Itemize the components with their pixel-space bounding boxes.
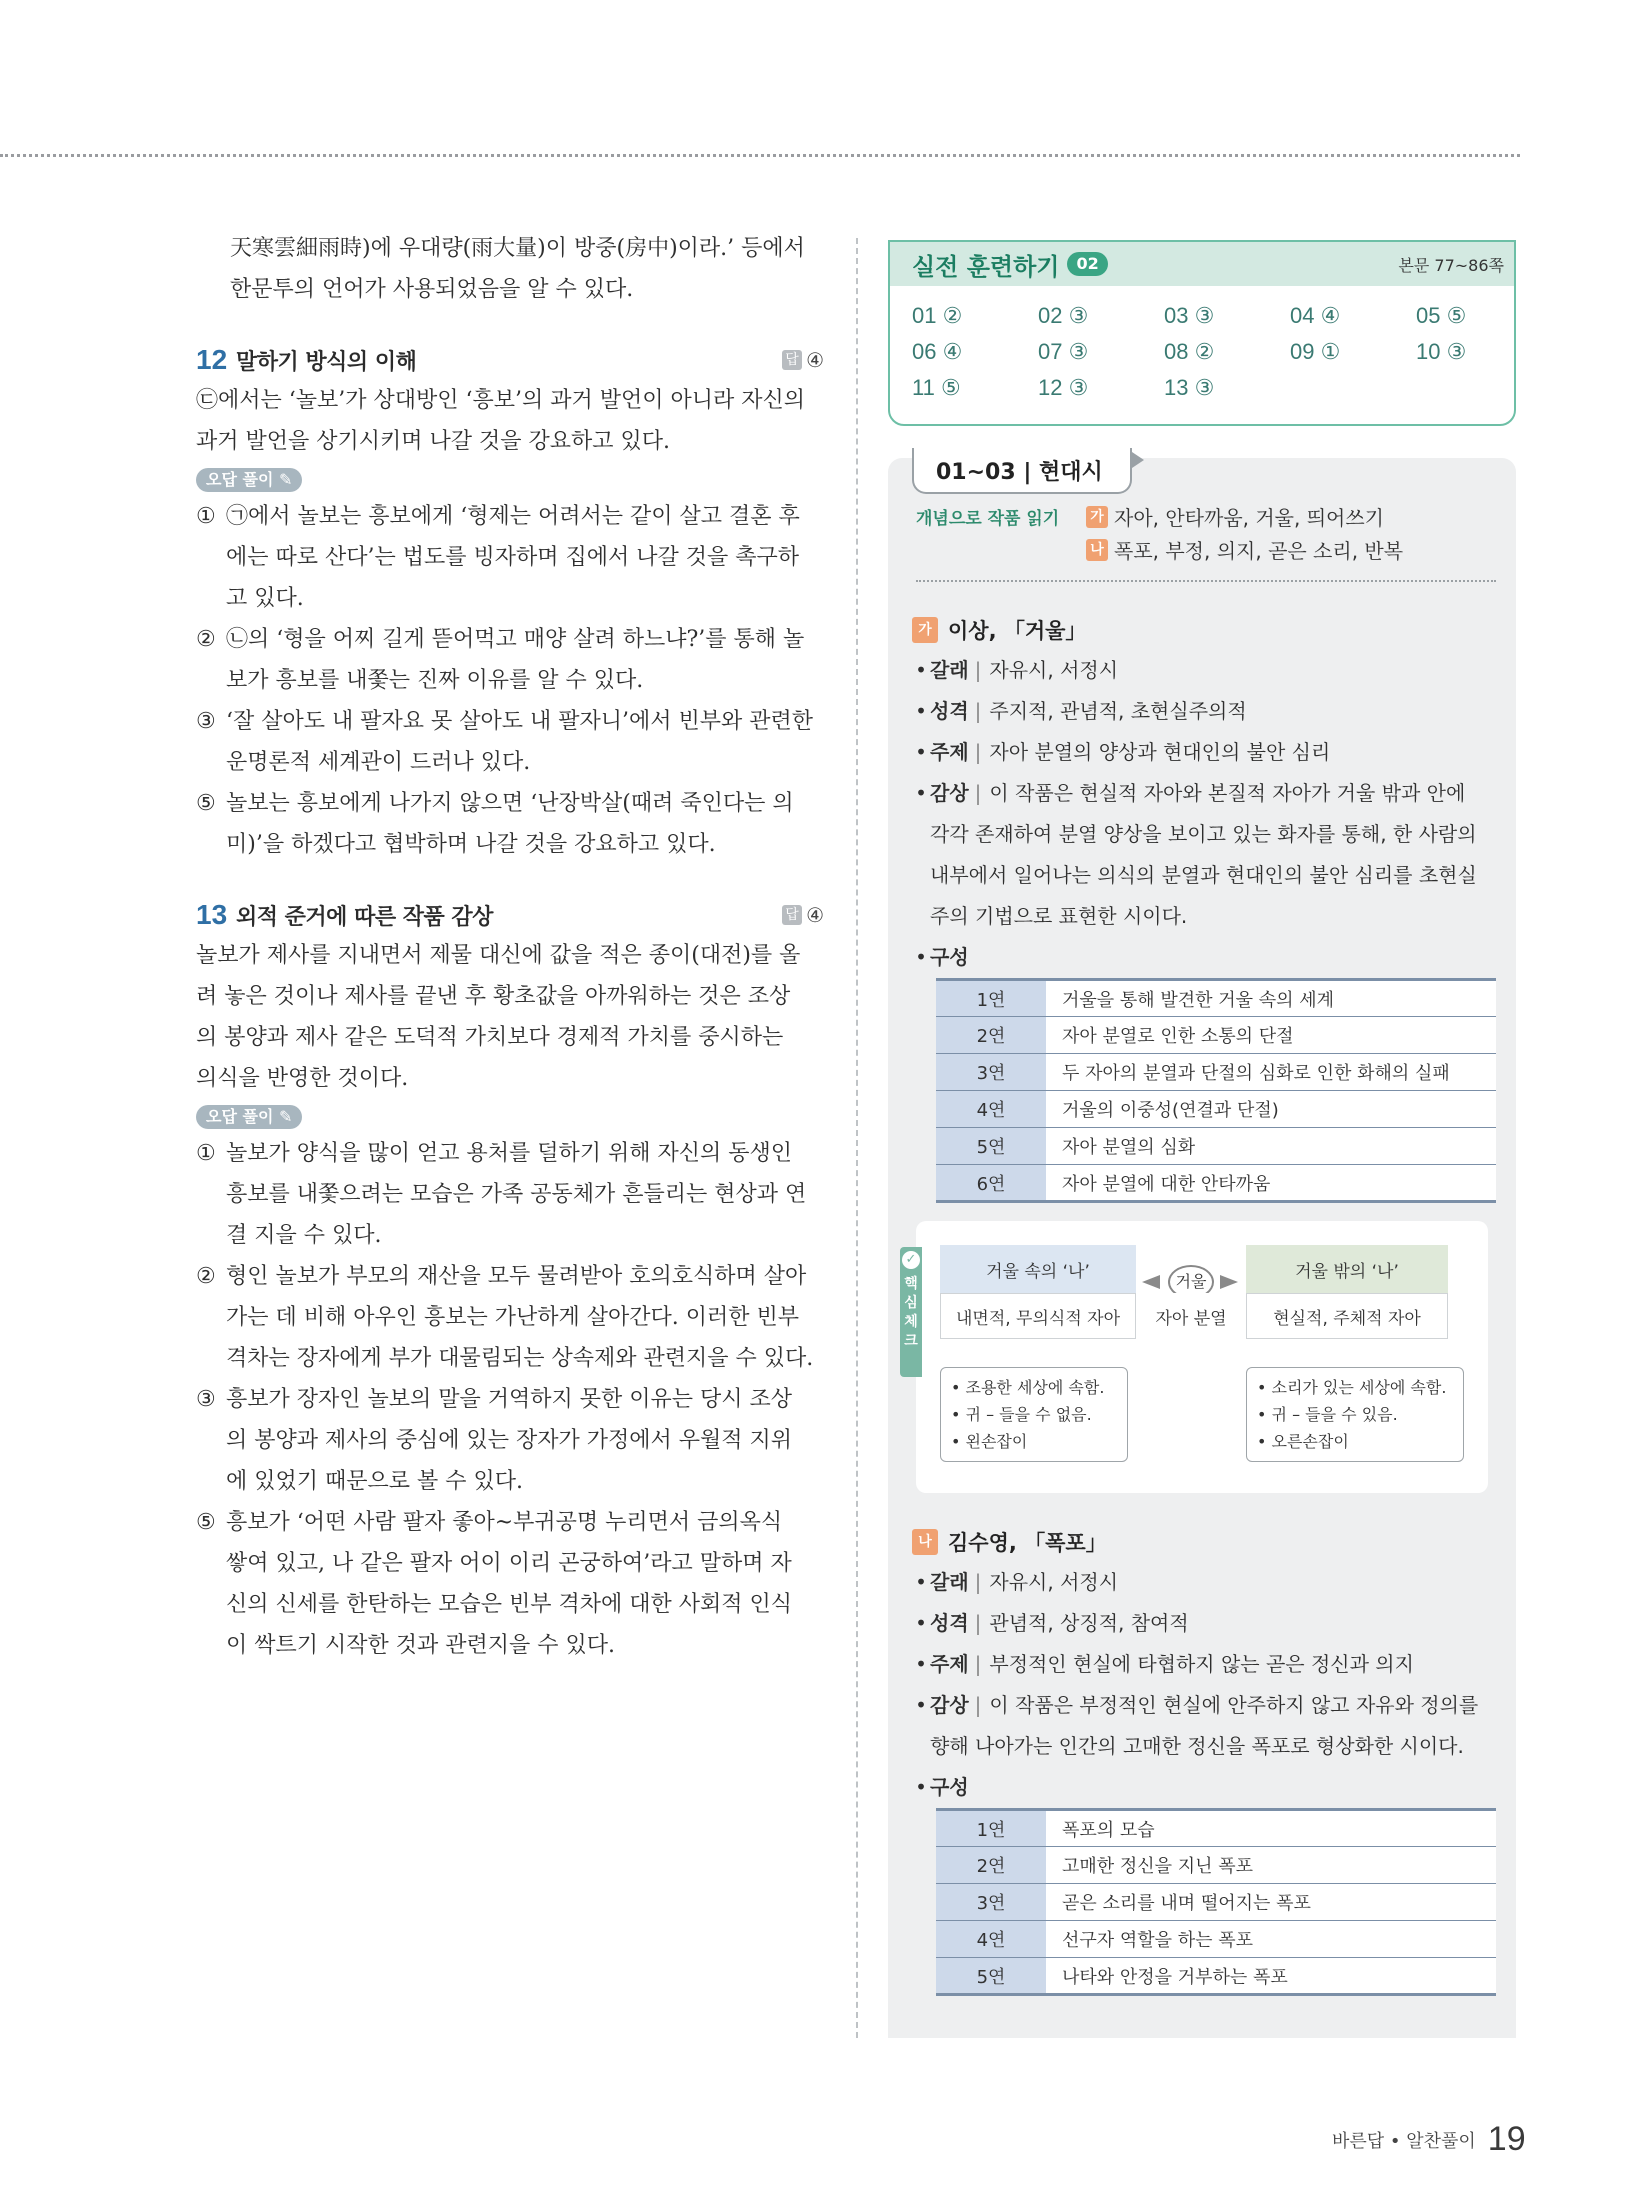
- work-title-text: 김수영, 「폭포」: [948, 1531, 1107, 1555]
- arrow-left-icon: [1142, 1275, 1160, 1289]
- question-number: 12: [196, 344, 228, 375]
- section-tab: [912, 448, 1132, 494]
- option-line: 흥보를 내쫓으려는 모습은 가족 공동체가 흔들리는 현상과 연: [226, 1182, 807, 1207]
- appreciation-line: 향해 나아가는 인간의 고매한 정신을 폭포로 형상화한 시이다.: [930, 1734, 1464, 1758]
- table-row: [936, 1958, 1496, 1995]
- stanza-content: 폭포의 모습: [1046, 1810, 1496, 1847]
- stanza-number: 1연: [936, 980, 1046, 1017]
- arrow-right-icon: [1220, 1275, 1238, 1289]
- answer-icon: 답: [782, 350, 802, 370]
- theme-row: • 주제 | 부정적인 현실에 타협하지 않는 곧은 정신과 의지: [912, 1644, 1502, 1685]
- genre-value: 자유시, 서정시: [989, 658, 1119, 682]
- question-13-header: [196, 895, 824, 935]
- wrong-answer-label: 오답 풀이: [206, 470, 274, 489]
- theme-value: 부정적인 현실에 타협하지 않는 곧은 정신과 의지: [989, 1652, 1414, 1676]
- genre-key: 갈래: [930, 658, 969, 682]
- stanza-number: 6연: [936, 1165, 1046, 1202]
- table-row: [936, 1884, 1496, 1921]
- appreciation-key: 감상: [930, 781, 969, 805]
- stanza-number: 5연: [936, 1958, 1046, 1995]
- table-row: [936, 1017, 1496, 1054]
- option-line: 운명론적 세계관이 드러나 있다.: [226, 750, 531, 775]
- left-column: [196, 228, 824, 1666]
- genre-value: 자유시, 서정시: [989, 1570, 1119, 1594]
- outer-self-traits: [1246, 1367, 1464, 1462]
- trait-item: • 소리가 있는 세상에 속함.: [1257, 1378, 1447, 1397]
- appreciation-line: 이 작품은 부정적인 현실에 안주하지 않고 자유와 정의를: [989, 1693, 1479, 1717]
- option-item: [196, 1133, 824, 1256]
- section-tab-label: 01~03 | 현대시: [936, 459, 1103, 485]
- option-line: 쌓여 있고, 나 같은 팔자 어이 이리 곤궁하여’라고 말하며 자: [226, 1551, 792, 1576]
- trait-item: • 귀 – 들을 수 있음.: [1257, 1405, 1398, 1424]
- option-line: 놀보는 흥보에게 나가지 않으면 ‘난장박살(때려 죽인다는 의: [226, 791, 794, 816]
- trait-key: 성격: [930, 699, 969, 723]
- option-line: ‘잘 살아도 내 팔자요 못 살아도 내 팔자니’에서 빈부와 관련한: [226, 709, 813, 734]
- intro-line-2: 한문투의 언어가 사용되었음을 알 수 있다.: [230, 277, 634, 302]
- stanza-content: 곧은 소리를 내며 떨어지는 폭포: [1046, 1884, 1496, 1921]
- structure-table: [936, 1808, 1496, 1996]
- answer-item: 04 ④: [1290, 303, 1341, 328]
- answer-item: 03 ③: [1164, 303, 1215, 328]
- option-mark: ⑤: [196, 791, 216, 816]
- wrong-answer-badge: [196, 468, 302, 492]
- answer-item: 05 ⑤: [1416, 303, 1467, 328]
- answer-item: 07 ③: [1038, 339, 1089, 364]
- stanza-content: 자아 분열로 인한 소통의 단절: [1046, 1017, 1496, 1054]
- tag-ga-icon: 가: [1086, 506, 1108, 528]
- option-item: [196, 1379, 824, 1502]
- table-row: [936, 1810, 1496, 1847]
- option-mark: ②: [196, 627, 216, 652]
- structure-row: • 구성: [912, 937, 1502, 978]
- answer-item: 01 ②: [912, 303, 963, 328]
- pencil-icon: ✎: [278, 470, 293, 489]
- key-check-char: 핵: [904, 1276, 918, 1292]
- concept-row-na: [916, 533, 1496, 566]
- option-item: [196, 1256, 824, 1379]
- answer-label: [782, 348, 824, 372]
- stanza-number: 3연: [936, 1054, 1046, 1091]
- option-item: [196, 783, 824, 865]
- answer-value: ④: [806, 348, 824, 372]
- top-dotted-rule: [0, 154, 1520, 157]
- check-icon: ✓: [902, 1251, 920, 1269]
- trait-value: 주지적, 관념적, 초현실주의적: [989, 699, 1247, 723]
- option-mark: ①: [196, 1141, 216, 1166]
- option-mark: ③: [196, 1387, 216, 1412]
- work-title: [912, 1522, 1502, 1562]
- outer-self-heading: 거울 밖의 ‘나’: [1246, 1245, 1448, 1293]
- option-line: 이 싹트기 시작한 것과 관련지을 수 있다.: [226, 1633, 615, 1658]
- trait-item: • 왼손잡이: [951, 1432, 1028, 1451]
- answer-item: 06 ④: [912, 339, 963, 364]
- concept-label: 개념으로 작품 읽기: [916, 509, 1060, 529]
- key-check-char: 체: [904, 1314, 918, 1330]
- tag-ga-icon: 가: [912, 617, 938, 643]
- answer-value: ④: [806, 903, 824, 927]
- mirror-label: 거울: [1168, 1265, 1214, 1299]
- work-na: [912, 1522, 1502, 1996]
- tag-na-icon: 나: [1086, 539, 1108, 561]
- appreciation-line: 내부에서 일어나는 의식의 분열과 현대인의 불안 심리를 초현실: [930, 863, 1477, 887]
- option-line: 신의 신세를 한탄하는 모습은 빈부 격차에 대한 사회적 인식: [226, 1592, 792, 1617]
- mirror-sub: 자아 분열: [1138, 1293, 1244, 1339]
- trait-item: • 귀 – 들을 수 없음.: [951, 1405, 1092, 1424]
- option-line: 보가 흥보를 내쫓는 진짜 이유를 알 수 있다.: [226, 668, 644, 693]
- answer-item: 11 ⑤: [912, 375, 961, 400]
- stanza-number: 5연: [936, 1128, 1046, 1165]
- appreciation-line: 이 작품은 현실적 자아와 본질적 자아가 거울 밖과 안에: [989, 781, 1466, 805]
- key-check-char: 크: [904, 1333, 918, 1349]
- stanza-number: 2연: [936, 1847, 1046, 1884]
- page-number: 19: [1487, 2120, 1526, 2158]
- option-line: ㉠에서 놀보는 흥보에게 ‘형제는 어려서는 같이 살고 결혼 후: [226, 504, 800, 529]
- answer-key-badge: 02: [1067, 252, 1107, 276]
- theme-key: 주제: [930, 1652, 969, 1676]
- option-mark: ⑤: [196, 1510, 216, 1535]
- explanation-line: 의 봉양과 제사 같은 도덕적 가치보다 경제적 가치를 중시하는: [196, 1025, 784, 1050]
- key-check-box: [904, 1221, 1488, 1493]
- stanza-content: 자아 분열에 대한 안타까움: [1046, 1165, 1496, 1202]
- option-item: [196, 1502, 824, 1666]
- explanation-line: ㉢에서는 ‘놀보’가 상대방인 ‘흥보’의 과거 발언이 아니라 자신의: [196, 388, 805, 413]
- wrong-answer-label: 오답 풀이: [206, 1107, 274, 1126]
- option-line: 결 지을 수 있다.: [226, 1223, 382, 1248]
- answer-item: 12 ③: [1038, 375, 1089, 400]
- work-title: [912, 610, 1502, 650]
- inner-self-heading: 거울 속의 ‘나’: [940, 1245, 1136, 1293]
- concept-ga-keywords: 자아, 안타까움, 거울, 띄어쓰기: [1114, 506, 1384, 530]
- wrong-answer-badge: [196, 1105, 302, 1129]
- trait-value: 관념적, 상징적, 참여적: [989, 1611, 1189, 1635]
- intro-line-1: 天寒雲細雨時)에 우대량(雨大量)이 방중(房中)이라.’ 등에서: [230, 236, 805, 261]
- stanza-number: 4연: [936, 1921, 1046, 1958]
- option-line: 격차는 장자에게 부가 대물림되는 상속제와 관련지을 수 있다.: [226, 1346, 814, 1371]
- answer-item: 10 ③: [1416, 339, 1467, 364]
- stanza-content: 고매한 정신을 지닌 폭포: [1046, 1847, 1496, 1884]
- option-mark: ②: [196, 1264, 216, 1289]
- outer-self-desc: 현실적, 주체적 자아: [1246, 1293, 1448, 1339]
- stanza-number: 1연: [936, 1810, 1046, 1847]
- table-row: [936, 1165, 1496, 1202]
- answer-item: 08 ②: [1164, 339, 1215, 364]
- trait-item: • 오른손잡이: [1257, 1432, 1349, 1451]
- trait-row: • 성격 | 주지적, 관념적, 초현실주의적: [912, 691, 1502, 732]
- option-line: 의 봉양과 제사의 중심에 있는 장자가 가정에서 우월적 지위: [226, 1428, 792, 1453]
- answer-key-panel: [888, 240, 1516, 426]
- table-row: [936, 980, 1496, 1017]
- tab-arrow-icon: [1132, 452, 1144, 468]
- trait-key: 성격: [930, 1611, 969, 1635]
- theme-key: 주제: [930, 740, 969, 764]
- concept-na-keywords: 폭포, 부정, 의지, 곧은 소리, 반복: [1114, 539, 1404, 563]
- genre-row: • 갈래 | 자유시, 서정시: [912, 1562, 1502, 1603]
- answer-key-title: 실전 훈련하기: [912, 252, 1060, 281]
- option-line: 미)’을 하겠다고 협박하며 나갈 것을 강요하고 있다.: [226, 832, 716, 857]
- option-line: 에는 따로 산다’는 법도를 빙자하며 집에서 나갈 것을 촉구하: [226, 545, 799, 570]
- theme-row: • 주제 | 자아 분열의 양상과 현대인의 불안 심리: [912, 732, 1502, 773]
- page-footer: [1332, 2120, 1526, 2159]
- pencil-icon: ✎: [278, 1107, 293, 1126]
- work-title-text: 이상, 「거울」: [948, 619, 1087, 643]
- footer-label: 바른답 • 알찬풀이: [1332, 2130, 1476, 2152]
- concept-reading: [916, 500, 1496, 582]
- inner-self-desc: 내면적, 무의식적 자아: [940, 1293, 1136, 1339]
- stanza-content: 거울의 이중성(연결과 단절): [1046, 1091, 1496, 1128]
- stanza-content: 나타와 안정을 거부하는 폭포: [1046, 1958, 1496, 1995]
- work-ga: [912, 610, 1502, 1203]
- tag-na-icon: 나: [912, 1529, 938, 1555]
- answer-grid: [912, 300, 1542, 403]
- poem-analysis-panel: [888, 458, 1516, 2038]
- option-line: 고 있다.: [226, 586, 304, 611]
- stanza-number: 2연: [936, 1017, 1046, 1054]
- answer-item: 09 ①: [1290, 339, 1341, 364]
- option-item: [196, 496, 824, 619]
- option-line: 형인 놀보가 부모의 재산을 모두 물려받아 호의호식하며 살아: [226, 1264, 807, 1289]
- theme-value: 자아 분열의 양상과 현대인의 불안 심리: [989, 740, 1331, 764]
- table-row: [936, 1847, 1496, 1884]
- genre-row: • 갈래 | 자유시, 서정시: [912, 650, 1502, 691]
- column-divider: [856, 238, 858, 2038]
- answer-key-header: [890, 242, 1514, 286]
- trait-item: • 조용한 세상에 속함.: [951, 1378, 1105, 1397]
- table-row: [936, 1054, 1496, 1091]
- stanza-content: 선구자 역할을 하는 폭포: [1046, 1921, 1496, 1958]
- appreciation-row: • 감상 | 이 작품은 부정적인 현실에 안주하지 않고 자유와 정의를: [912, 1685, 1502, 1726]
- table-row: [936, 1128, 1496, 1165]
- appreciation-line: 주의 기법으로 표현한 시이다.: [930, 904, 1188, 928]
- table-row: [936, 1091, 1496, 1128]
- structure-row: • 구성: [912, 1767, 1502, 1808]
- option-line: 에 있었기 때문으로 볼 수 있다.: [226, 1469, 523, 1494]
- inner-self-traits: [940, 1367, 1128, 1462]
- appreciation-line: 각각 존재하여 분열 양상을 보이고 있는 화자를 통해, 한 사람의: [930, 822, 1477, 846]
- appreciation-key: 감상: [930, 1693, 969, 1717]
- option-item: [196, 619, 824, 701]
- explanation-line: 과거 발언을 상기시키며 나갈 것을 강요하고 있다.: [196, 429, 670, 454]
- option-item: [196, 701, 824, 783]
- answer-item: 13 ③: [1164, 375, 1215, 400]
- stanza-number: 4연: [936, 1091, 1046, 1128]
- table-row: [936, 1921, 1496, 1958]
- option-line: 가는 데 비해 아우인 흥보는 가난하게 살아간다. 이러한 빈부: [226, 1305, 799, 1330]
- structure-key: 구성: [930, 1775, 969, 1799]
- stanza-number: 3연: [936, 1884, 1046, 1921]
- option-line: 흥보가 장자인 놀보의 말을 거역하지 못한 이유는 당시 조상: [226, 1387, 792, 1412]
- question-number: 13: [196, 899, 228, 930]
- option-line: 흥보가 ‘어떤 사람 팔자 좋아~부귀공명 누리면서 금의옥식: [226, 1510, 783, 1535]
- structure-table: [936, 978, 1496, 1203]
- option-mark: ③: [196, 709, 216, 734]
- answer-icon: 답: [782, 905, 802, 925]
- stanza-content: 두 자아의 분열과 단절의 심화로 인한 화해의 실패: [1046, 1054, 1496, 1091]
- page-reference: 본문 77~86쪽: [1398, 255, 1504, 275]
- question-12-header: [196, 340, 824, 380]
- key-check-tab: [900, 1247, 922, 1377]
- explanation-line: 놀보가 제사를 지내면서 제물 대신에 값을 적은 종이(대전)를 올: [196, 943, 801, 968]
- stanza-content: 자아 분열의 심화: [1046, 1128, 1496, 1165]
- explanation-line: 려 놓은 것이나 제사를 끝낸 후 황초값을 아까워하는 것은 조상: [196, 984, 791, 1009]
- genre-key: 갈래: [930, 1570, 969, 1594]
- option-line: 놀보가 양식을 많이 얻고 용처를 덜하기 위해 자신의 동생인: [226, 1141, 792, 1166]
- key-check-char: 심: [904, 1295, 918, 1311]
- question-title: 외적 준거에 따른 작품 감상: [236, 904, 493, 930]
- concept-row-ga: [916, 500, 1496, 533]
- stanza-content: 거울을 통해 발견한 거울 속의 세계: [1046, 980, 1496, 1017]
- answer-label: [782, 903, 824, 927]
- option-mark: ①: [196, 504, 216, 529]
- structure-key: 구성: [930, 945, 969, 969]
- option-line: ㉡의 ‘형을 어찌 길게 뜯어먹고 매양 살려 하느냐?’를 통해 놀: [226, 627, 805, 652]
- appreciation-row: • 감상 | 이 작품은 현실적 자아와 본질적 자아가 거울 밖과 안에: [912, 773, 1502, 814]
- answer-item: 02 ③: [1038, 303, 1089, 328]
- question-title: 말하기 방식의 이해: [236, 349, 417, 375]
- trait-row: • 성격 | 관념적, 상징적, 참여적: [912, 1603, 1502, 1644]
- explanation-line: 의식을 반영한 것이다.: [196, 1066, 409, 1091]
